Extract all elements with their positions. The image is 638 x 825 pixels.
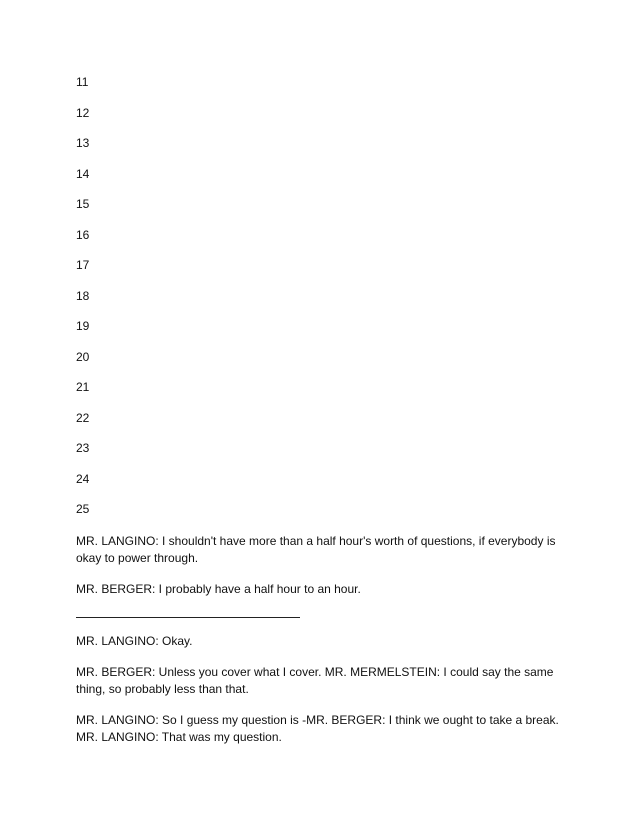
line-number: 16 (76, 227, 90, 242)
transcript-body (76, 533, 566, 760)
line-number: 15 (76, 197, 90, 211)
line-number: 23 (76, 441, 90, 455)
line-number: 18 (76, 288, 90, 303)
line-number: 25 (76, 502, 90, 516)
line-number: 22 (76, 410, 90, 425)
line-number: 12 (76, 105, 90, 120)
line-number: 11 (76, 75, 89, 89)
line-number: 13 (76, 136, 90, 150)
transcript-paragraph: MR. LANGINO: I shouldn't have more than a half hour's worth of questions, if everybody is okay to power through. (76, 534, 556, 565)
line-number: 21 (76, 380, 90, 394)
transcript-paragraph: MR. BERGER: Unless you cover what I cover. MR. MERMELSTEIN: I could say the same thing, so probably less than that. (76, 665, 554, 696)
line-number-column (76, 72, 89, 530)
line-number: 19 (76, 319, 90, 333)
transcript-paragraph: MR. LANGINO: Okay. (76, 634, 193, 648)
transcript-paragraph: MR. LANGINO: So I guess my question is -MR. BERGER: I think we ought to take a break. MR. LANGINO: That was my question. (76, 713, 559, 744)
separator-line (76, 617, 300, 618)
line-number: 14 (76, 166, 90, 181)
transcript-paragraph: MR. BERGER: I probably have a half hour to an hour. (76, 582, 361, 596)
line-number: 20 (76, 349, 90, 364)
line-number: 17 (76, 258, 90, 272)
line-number: 24 (76, 471, 90, 486)
